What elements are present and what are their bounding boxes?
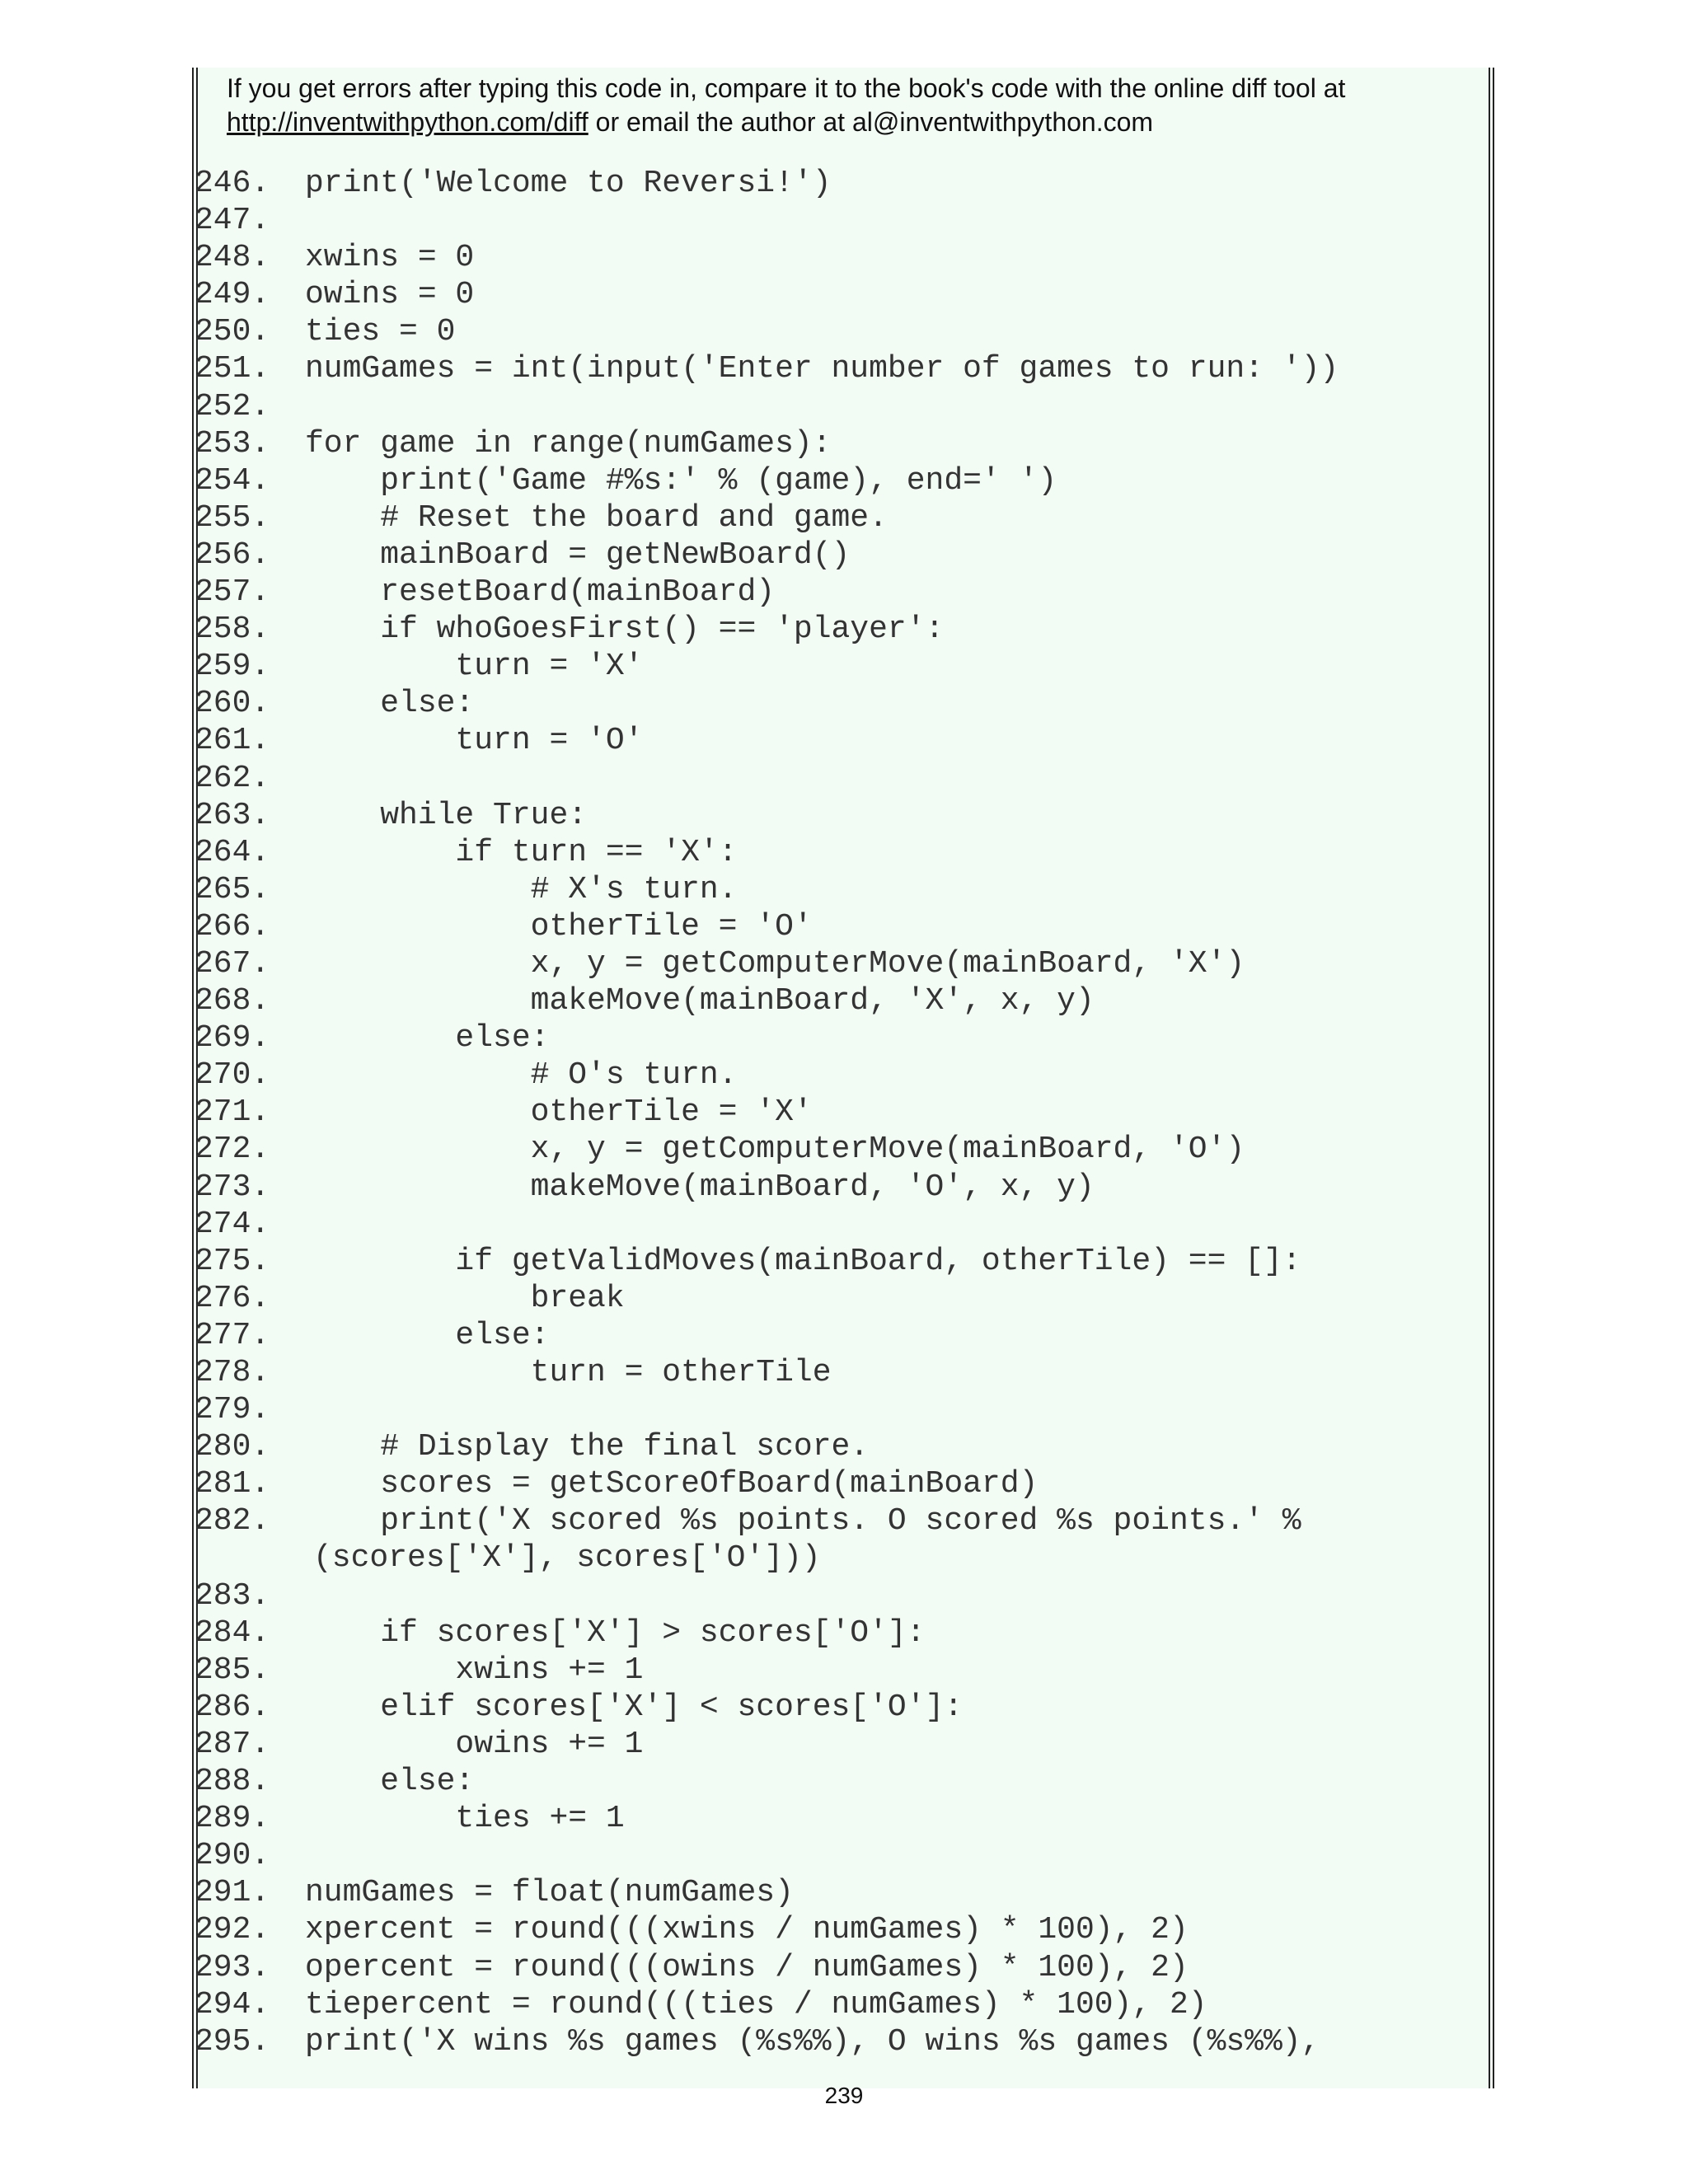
diff-tool-link[interactable]: http://inventwithpython.com/diff — [227, 107, 588, 137]
line-number: 280. — [195, 1429, 270, 1465]
line-code: makeMove(mainBoard, 'X', x, y) — [305, 983, 1095, 1019]
line-number: 255. — [195, 499, 270, 536]
line-code: resetBoard(mainBoard) — [305, 574, 776, 611]
line-code: break — [305, 1280, 625, 1316]
line-number: 257. — [195, 574, 270, 611]
line-number: 278. — [195, 1355, 270, 1390]
line-code: mainBoard = getNewBoard() — [305, 537, 851, 573]
line-number: 288. — [195, 1764, 270, 1800]
code-line — [195, 908, 1484, 945]
code-line — [195, 1874, 1484, 1911]
code-line — [195, 1577, 1484, 1615]
line-number: 271. — [195, 1094, 270, 1131]
line-number: 272. — [195, 1132, 270, 1168]
line-code: owins = 0 — [305, 277, 475, 313]
line-code: otherTile = 'X' — [305, 1094, 813, 1131]
line-number: 260. — [195, 686, 270, 722]
code-line — [195, 1169, 1484, 1206]
code-line — [195, 425, 1484, 462]
line-code: else: — [305, 1317, 550, 1353]
line-code: print('X scored %s points. O scored %s points.' % — [305, 1503, 1301, 1540]
line-number: 247. — [195, 203, 270, 239]
line-number: 282. — [195, 1503, 270, 1540]
line-code: if scores['X'] > scores['O']: — [305, 1615, 926, 1651]
line-number: 290. — [195, 1838, 270, 1874]
code-line — [195, 499, 1484, 537]
code-line — [195, 1615, 1484, 1652]
code-line — [195, 1428, 1484, 1465]
code-line — [195, 574, 1484, 611]
code-line — [195, 165, 1484, 202]
line-code: turn = 'O' — [305, 723, 644, 759]
line-code: numGames = int(input('Enter number of games to run: ')) — [305, 351, 1339, 387]
line-number: 265. — [195, 871, 270, 907]
line-number: 281. — [195, 1466, 270, 1502]
line-code: x, y = getComputerMove(mainBoard, 'X') — [305, 945, 1245, 982]
line-code: turn = otherTile — [305, 1355, 832, 1390]
line-code: numGames = float(numGames) — [305, 1875, 794, 1911]
code-line — [195, 1465, 1484, 1502]
code-line — [195, 202, 1484, 239]
line-code: if turn == 'X': — [305, 834, 738, 870]
line-code: turn = 'X' — [305, 649, 644, 685]
code-line — [195, 685, 1484, 722]
code-line — [195, 1131, 1484, 1168]
notice-line-2 — [227, 105, 1479, 139]
line-code: # X's turn. — [305, 871, 738, 907]
code-line — [195, 1094, 1484, 1131]
line-code: # O's turn. — [305, 1057, 738, 1094]
line-code: scores = getScoreOfBoard(mainBoard) — [305, 1466, 1039, 1502]
line-code: # Display the final score. — [305, 1429, 870, 1465]
line-code: (scores['X'], scores['O'])) — [313, 1540, 821, 1577]
line-number: 284. — [195, 1615, 270, 1651]
code-line — [195, 611, 1484, 648]
diff-tool-notice — [227, 72, 1479, 139]
code-line — [195, 1800, 1484, 1837]
code-line — [195, 1019, 1484, 1057]
line-number: 277. — [195, 1317, 270, 1353]
line-number: 267. — [195, 945, 270, 982]
line-number: 264. — [195, 834, 270, 870]
code-line — [195, 1391, 1484, 1428]
code-line — [195, 1986, 1484, 2023]
line-number: 251. — [195, 351, 270, 387]
code-line — [195, 1280, 1484, 1317]
line-number: 285. — [195, 1652, 270, 1688]
line-code: else: — [305, 1764, 475, 1800]
line-number: 283. — [195, 1577, 270, 1614]
code-line — [195, 1243, 1484, 1280]
code-line — [195, 1317, 1484, 1354]
code-line — [195, 1726, 1484, 1763]
line-code: print('Welcome to Reversi!') — [305, 166, 832, 201]
line-number: 252. — [195, 388, 270, 424]
code-line — [195, 1763, 1484, 1800]
line-number: 249. — [195, 277, 270, 313]
line-code: x, y = getComputerMove(mainBoard, 'O') — [305, 1132, 1245, 1168]
code-line — [195, 1837, 1484, 1874]
line-number: 287. — [195, 1726, 270, 1762]
line-code: xwins += 1 — [305, 1652, 644, 1688]
line-code: xwins = 0 — [305, 240, 475, 276]
line-number: 246. — [195, 166, 270, 201]
code-line — [195, 1354, 1484, 1391]
code-line — [195, 313, 1484, 350]
line-number: 268. — [195, 983, 270, 1019]
line-number: 254. — [195, 462, 270, 499]
line-number: 269. — [195, 1020, 270, 1057]
code-line — [195, 871, 1484, 908]
code-line — [195, 1057, 1484, 1094]
line-code: otherTile = 'O' — [305, 908, 813, 944]
line-code: else: — [305, 686, 475, 722]
code-line — [195, 2023, 1484, 2060]
line-code: xpercent = round(((xwins / numGames) * 100), 2) — [305, 1912, 1189, 1948]
line-number: 293. — [195, 1949, 270, 1985]
code-line — [195, 462, 1484, 499]
line-number: 295. — [195, 2023, 270, 2060]
line-number: 275. — [195, 1243, 270, 1279]
line-code: else: — [305, 1020, 550, 1057]
code-listing-box — [192, 68, 1494, 2088]
line-number: 263. — [195, 797, 270, 833]
code-line — [195, 760, 1484, 797]
code-line — [195, 388, 1484, 425]
code-line — [195, 239, 1484, 276]
code-line — [195, 982, 1484, 1019]
line-code: tiepercent = round(((ties / numGames) * 100), 2) — [305, 1986, 1207, 2022]
line-number: 261. — [195, 723, 270, 759]
notice-line-1: If you get errors after typing this code in, compare it to the book's code with the online diff tool at — [227, 73, 1346, 103]
code-line — [195, 945, 1484, 982]
line-code: print('Game #%s:' % (game), end=' ') — [305, 462, 1057, 499]
code-line — [195, 1206, 1484, 1243]
code-line — [195, 537, 1484, 574]
line-number: 291. — [195, 1875, 270, 1911]
code-line — [195, 1949, 1484, 1986]
line-number: 276. — [195, 1280, 270, 1316]
code-line — [195, 276, 1484, 313]
code-block — [195, 165, 1484, 2060]
line-number: 250. — [195, 314, 270, 350]
line-number: 274. — [195, 1206, 270, 1242]
line-code: for game in range(numGames): — [305, 425, 832, 462]
code-line — [195, 1911, 1484, 1948]
line-number: 270. — [195, 1057, 270, 1094]
line-code: ties += 1 — [305, 1801, 625, 1837]
line-number: 256. — [195, 537, 270, 573]
code-line — [195, 350, 1484, 387]
line-code: owins += 1 — [305, 1726, 644, 1762]
line-number: 279. — [195, 1392, 270, 1428]
line-code: if getValidMoves(mainBoard, otherTile) == []: — [305, 1243, 1301, 1279]
line-number: 292. — [195, 1912, 270, 1948]
code-line — [195, 1689, 1484, 1726]
line-code: print('X wins %s games (%s%%), O wins %s games (%s%%), — [305, 2023, 1320, 2060]
page-number: 239 — [824, 2083, 864, 2108]
line-code: makeMove(mainBoard, 'O', x, y) — [305, 1169, 1095, 1205]
line-code: opercent = round(((owins / numGames) * 100), 2) — [305, 1949, 1189, 1985]
notice-email-text: or email the author at al@inventwithpython.com — [588, 107, 1154, 137]
code-line — [195, 1652, 1484, 1689]
line-number: 248. — [195, 240, 270, 276]
line-number: 294. — [195, 1986, 270, 2022]
code-line — [198, 1540, 1484, 1577]
code-line — [195, 834, 1484, 871]
line-number: 253. — [195, 425, 270, 462]
line-code: ties = 0 — [305, 314, 456, 350]
line-number: 266. — [195, 908, 270, 944]
line-code: # Reset the board and game. — [305, 499, 888, 536]
line-number: 273. — [195, 1169, 270, 1205]
line-number: 286. — [195, 1689, 270, 1725]
code-line — [195, 1502, 1484, 1540]
line-code: while True: — [305, 797, 588, 833]
code-line — [195, 722, 1484, 759]
code-line — [195, 797, 1484, 834]
line-number: 259. — [195, 649, 270, 685]
line-number: 262. — [195, 760, 270, 796]
line-code: elif scores['X'] < scores['O']: — [305, 1689, 964, 1725]
code-line — [195, 648, 1484, 685]
line-number: 258. — [195, 612, 270, 648]
line-code: if whoGoesFirst() == 'player': — [305, 612, 945, 648]
line-number: 289. — [195, 1801, 270, 1837]
